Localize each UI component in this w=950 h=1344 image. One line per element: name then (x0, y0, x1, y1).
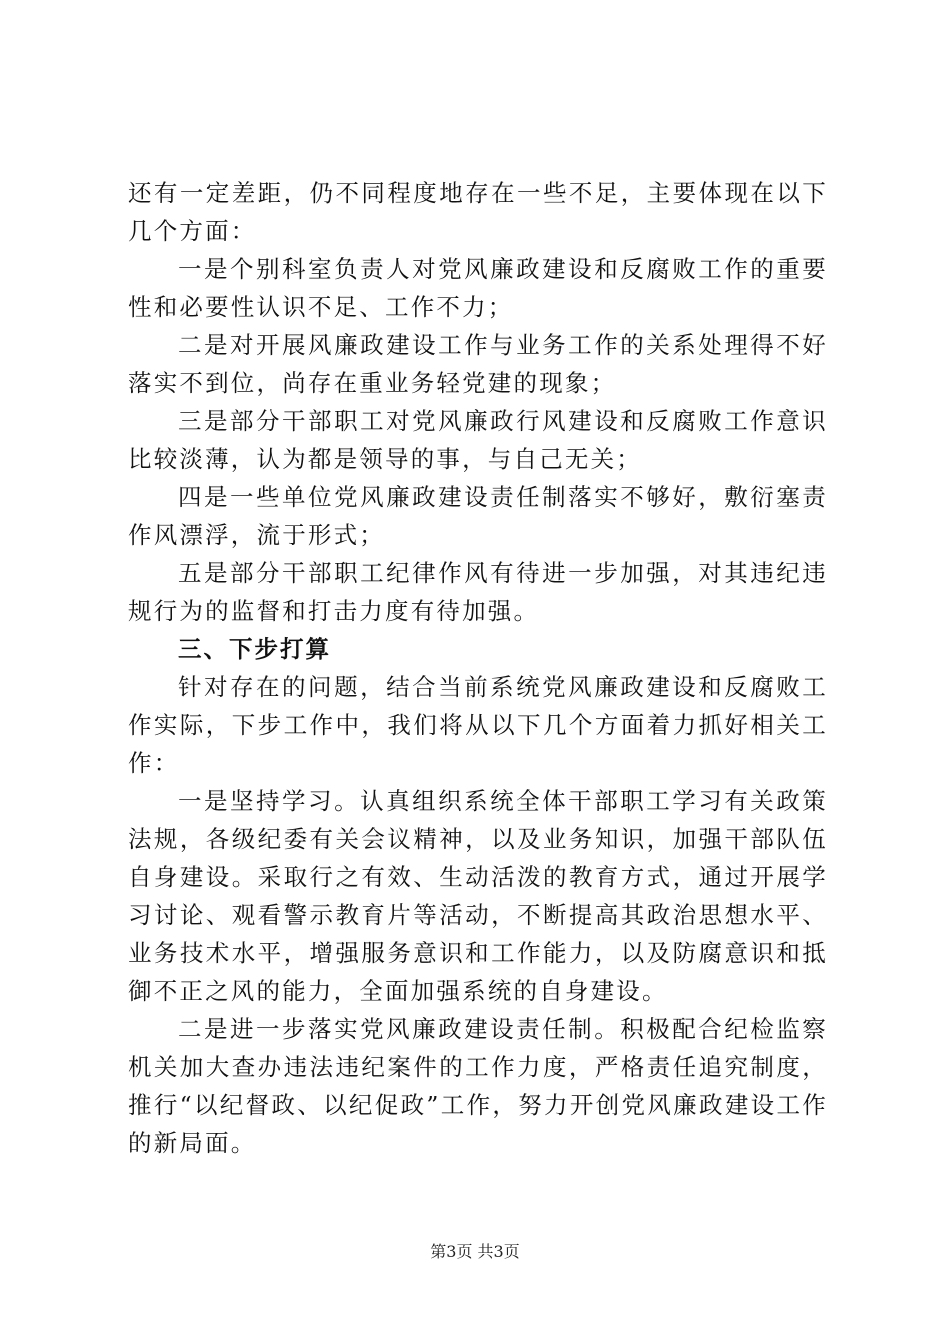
paragraph-continuation: 还有一定差距，仍不同程度地存在一些不足，主要体现在以下几个方面： (128, 179, 828, 245)
paragraph-issue-4: 四是一些单位党风廉政建设责任制落实不够好，敷衍塞责作风漂浮，流于形式； (128, 483, 828, 549)
document-body (128, 174, 828, 1162)
paragraph-issue-5: 五是部分干部职工纪律作风有待进一步加强，对其违纪违规行为的监督和打击力度有待加强。 (128, 559, 828, 625)
paragraph-plan-2: 二是进一步落实党风廉政建设责任制。积极配合纪检监察机关加大查办违法违纪案件的工作力度，严格责任追究制度，推行“以纪督政、以纪促政”工作，努力开创党风廉政建设工作的新局面。 (128, 1015, 828, 1157)
page-footer: 第3页 共3页 (430, 1242, 520, 1261)
paragraph-issue-1: 一是个别科室负责人对党风廉政建设和反腐败工作的重要性和必要性认识不足、工作不力； (128, 255, 828, 321)
paragraph-plan-intro: 针对存在的问题，结合当前系统党风廉政建设和反腐败工作实际，下步工作中，我们将从以下几个方面着力抓好相关工作： (128, 673, 828, 777)
paragraph-plan-1: 一是坚持学习。认真组织系统全体干部职工学习有关政策法规，各级纪委有关会议精神，以及业务知识，加强干部队伍自身建设。采取行之有效、生动活泼的教育方式，通过开展学习讨论、观看警示教育片等活动，不断提高其政治思想水平、业务技术水平，增强服务意识和工作能力，以及防腐意识和抵御不正之风的能力，全面加强系统的自身建设。 (128, 787, 828, 1005)
paragraph-issue-2: 二是对开展风廉政建设工作与业务工作的关系处理得不好落实不到位，尚存在重业务轻党建的现象； (128, 331, 828, 397)
paragraph-issue-3: 三是部分干部职工对党风廉政行风建设和反腐败工作意识比较淡薄，认为都是领导的事，与自己无关； (128, 407, 828, 473)
section-heading: 三、下步打算 (178, 635, 331, 663)
